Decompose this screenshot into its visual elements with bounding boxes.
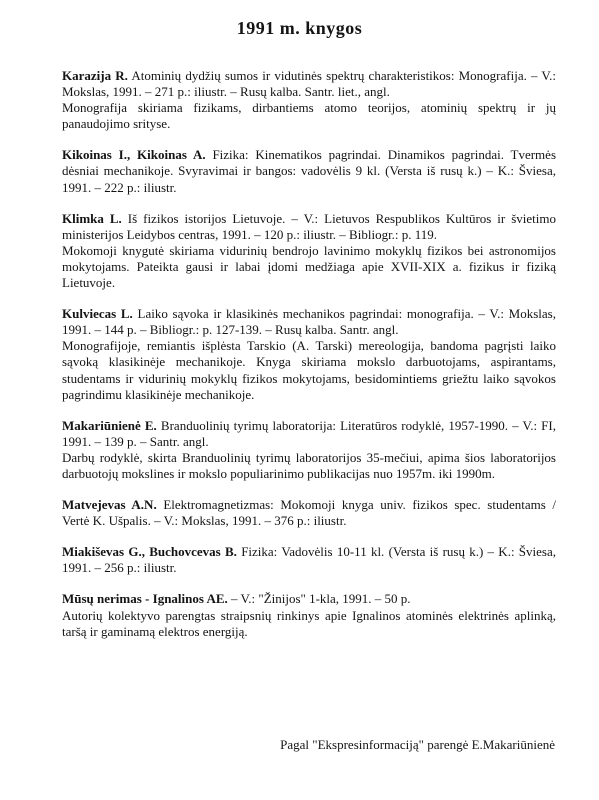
author-name: Karazija R. — [62, 68, 128, 83]
book-annotation: Darbų rodyklė, skirta Branduolinių tyrimų laboratorijos 35-mečiui, apima šios laboratorijos darbuotojų mokslines ir mokslo populiarinimo publikacijas nuo 1957m. iki 1990m. — [62, 449, 556, 481]
bibliographic-record — [62, 418, 556, 450]
book-annotation: Autorių kolektyvo parengtas straipsnių rinkinys apie Ignalinos atominės elektrinės aplinką, taršą ir gaminamą elektros energiją. — [62, 607, 556, 639]
bibliographic-record — [62, 211, 556, 243]
bibliographic-details: Fizika: Kinematikos pagrindai. Dinamikos pagrindai. Tvermės dėsniai mechanikoje. Svyravimai ir bangos: vadovėlis 9 kl. (Versta iš rusų k.) – K.: Šviesa, 1991. – 222 p.: iliustr. — [62, 147, 556, 195]
bibliographic-details: – V.: "Žinijos" 1-kla, 1991. – 50 p. — [231, 591, 411, 607]
author-name: Makariūnienė E. — [62, 417, 157, 433]
bibliographic-details: Elektromagnetizmas: Mokomoji knyga univ. fizikos spec. studentams / Vertė K. Ušpalis. – V.: Mokslas, 1991. – 376 p.: iliustr. — [62, 497, 557, 529]
bibliographic-details: Fizika: Vadovėlis 10-11 kl. (Versta iš rusų k.) – K.: Šviesa, 1991. – 256 p.: iliustr. — [62, 544, 556, 576]
bibliographic-record — [62, 591, 556, 607]
book-entry — [62, 68, 556, 132]
book-entry — [62, 544, 556, 576]
bibliographic-record — [62, 68, 556, 100]
author-name: Mūsų nerimas - Ignalinos AE. — [62, 591, 228, 607]
book-annotation: Monografija skiriama fizikams, dirbantiems atomo teorijos, atominių spektrų ir jų panaudojimo srityse. — [62, 100, 556, 132]
book-annotation: Mokomoji knygutė skiriama vidurinių bendrojo lavinimo mokyklų fizikos bei astronomijos mokytojams. Pateikta gausi ir labai įdomi medžiaga apie XVII-XIX a. fizikus ir fiziką Lietuvoje. — [62, 242, 556, 291]
compiler-credit: Pagal "Ekspresinformaciją" parengė E.Makariūnienė — [280, 737, 555, 752]
book-entry — [62, 211, 556, 291]
book-entry — [62, 497, 556, 529]
bibliographic-details: Iš fizikos istorijos Lietuvoje. – V.: Lietuvos Respublikos Kultūros ir švietimo ministerijos Leidybos centras, 1991. – 120 p.: iliustr. – Bibliogr.: p. 119. — [62, 210, 556, 242]
book-annotation: Monografijoje, remiantis išplėsta Tarskio (A. Tarski) mereologija, bandoma pagrįsti laiko sąvoką klasikinėje mechanikoje. Knyga skiriama mokslo darbuotojams, aspirantams, studentams ir vidurinių mokyklų fizikos mokytojams, besidomintiems griežtu laiko sąvokos pagrindimu klasikinėje mechanikoje. — [62, 338, 556, 402]
bibliographic-details: Branduolinių tyrimų laboratorija: Literatūros rodyklė, 1957-1990. – V.: FI, 1991. – 139 p. – Santr. angl. — [62, 417, 556, 449]
bibliographic-details: Atominių dydžių sumos ir vidutinės spektrų charakteristikos: Monografija. – V.: Mokslas, 1991. – 271 p.: iliustr. – Rusų kalba. Santr. liet., angl. — [62, 68, 556, 100]
book-entry — [62, 147, 556, 195]
author-name: Kulviecas L. — [62, 306, 133, 322]
author-name: Kikoinas I., Kikoinas A. — [62, 147, 206, 163]
bibliographic-details: Laiko sąvoka ir klasikinės mechanikos pagrindai: monografija. – V.: Mokslas, 1991. – 144 p. – Bibliogr.: p. 127-139. – Rusų kalba. Santr. angl. — [62, 306, 556, 338]
book-entry — [62, 418, 556, 482]
book-list — [62, 68, 556, 655]
bibliographic-record — [62, 544, 556, 576]
book-entry — [62, 591, 556, 639]
author-name: Miakiševas G., Buchovcevas B. — [62, 544, 237, 560]
page-title: 1991 m. knygos — [236, 18, 363, 38]
bibliographic-record — [62, 306, 556, 338]
bibliographic-record — [62, 147, 556, 195]
bibliographic-record — [62, 497, 556, 529]
book-entry — [62, 306, 556, 403]
author-name: Klimka L. — [62, 210, 122, 226]
author-name: Matvejevas A.N. — [62, 497, 157, 513]
